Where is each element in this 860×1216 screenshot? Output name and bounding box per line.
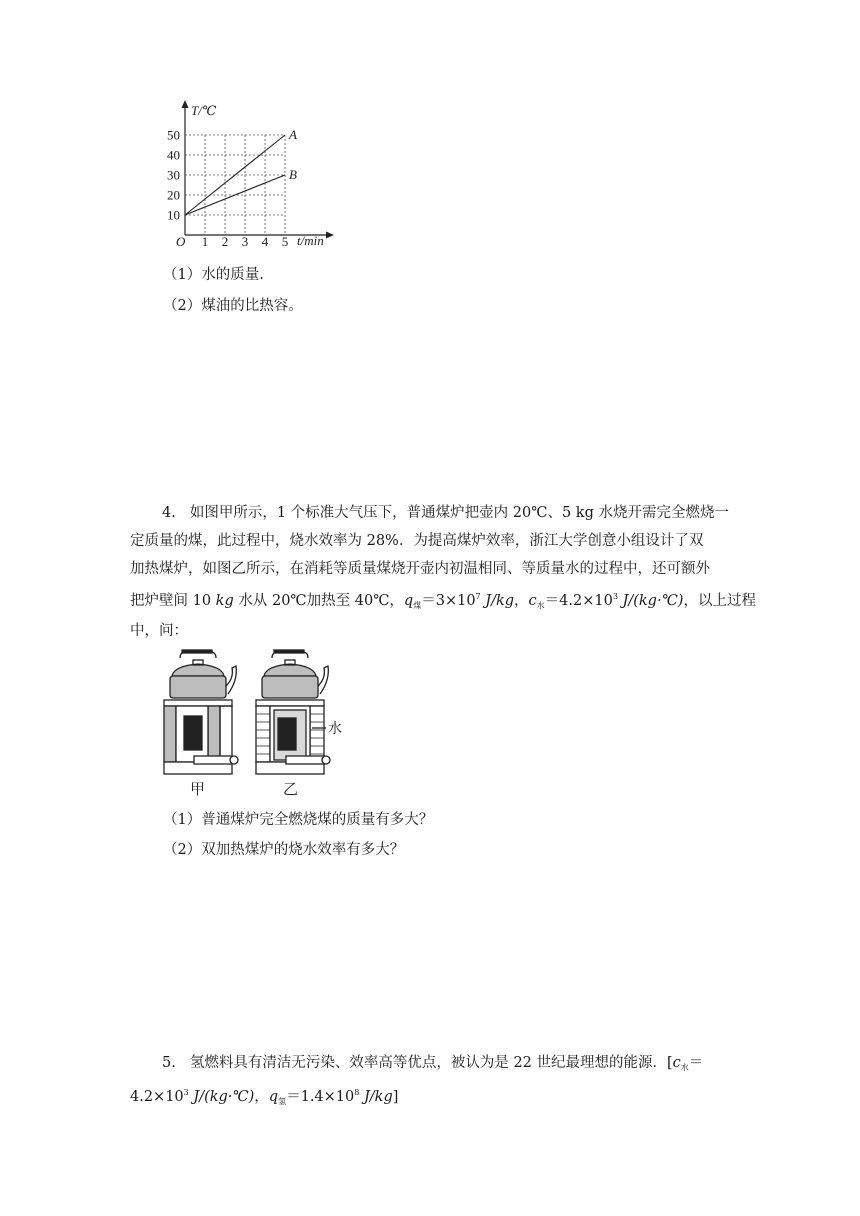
x-tick-label: 3	[241, 234, 249, 249]
x-tick-label: 1	[201, 234, 209, 249]
q3-sub1: （1）水的质量.	[163, 267, 264, 283]
y-tick-label: 50	[167, 127, 180, 143]
y-axis-label: T/℃	[191, 103, 217, 118]
label-water: 水	[328, 722, 342, 737]
temperature-time-chart	[150, 95, 350, 255]
origin-label: O	[176, 234, 186, 249]
q4-text	[130, 499, 756, 645]
y-tick-label: 40	[167, 147, 180, 163]
q4-line3: 加热煤炉，如图乙所示，在消耗等质量煤烧开壶内初温相同、等质量水的过程中，还可额外	[130, 561, 710, 577]
x-tick-label: 4	[261, 234, 269, 249]
q5-line2: $4.2\times 10^3$ J/(kg·℃)，$q_氢=1.4\times 10^8$ J/kg]	[130, 1088, 399, 1106]
q5-line1: 5. 氢燃料具有清洁无污染、效率高等优点，被认为是 22 世纪最理想的能源．[$c_水=$	[162, 1055, 704, 1072]
q4-line1: 如图甲所示，1 个标准大气压下，普通煤炉把壶内 20℃、5 kg 水烧开需完全燃烧一	[189, 505, 729, 521]
q5-text	[130, 1049, 750, 1113]
y-tick-label: 10	[167, 207, 180, 223]
q4-number: 4.	[162, 505, 176, 521]
stove-yi	[256, 650, 330, 774]
q4-sub1: （1）普通煤炉完全燃烧煤的质量有多大？	[163, 812, 434, 828]
chart-grid	[185, 135, 285, 235]
stove-jia	[164, 650, 238, 774]
x-tick-label: 2	[221, 234, 229, 249]
q4-line5: 中，问：	[130, 622, 188, 639]
q4-line2: 定质量的煤，此过程中，烧水效率为 28%．为提高煤炉效率，浙江大学创意小组设计了双	[130, 533, 704, 549]
series-label-A: A	[289, 127, 297, 142]
label-jia: 甲	[190, 782, 206, 798]
x-axis-label: t/min	[297, 233, 324, 248]
x-axis-arrow	[326, 232, 334, 239]
q5-number: 5.	[162, 1055, 176, 1071]
y-axis-arrow	[182, 100, 189, 108]
series-label-B: B	[289, 167, 297, 182]
label-yi: 乙	[283, 782, 299, 798]
q3-sub2: （2）煤油的比热容。	[163, 298, 303, 314]
q4-line4: 把炉壁间 10 kg 水从 20℃加热至 40℃，$q_煤=3\times 10^7$ J/kg，$c_水=4.2\times 10^3$ J/(kg·℃)，以上过程	[130, 592, 756, 610]
q4-sub2: （2）双加热煤炉的烧水效率有多大？	[163, 842, 405, 858]
y-tick-label: 30	[167, 167, 180, 183]
x-tick-label: 5	[281, 234, 289, 249]
y-tick-label: 20	[167, 187, 180, 203]
stove-figure	[158, 648, 358, 800]
